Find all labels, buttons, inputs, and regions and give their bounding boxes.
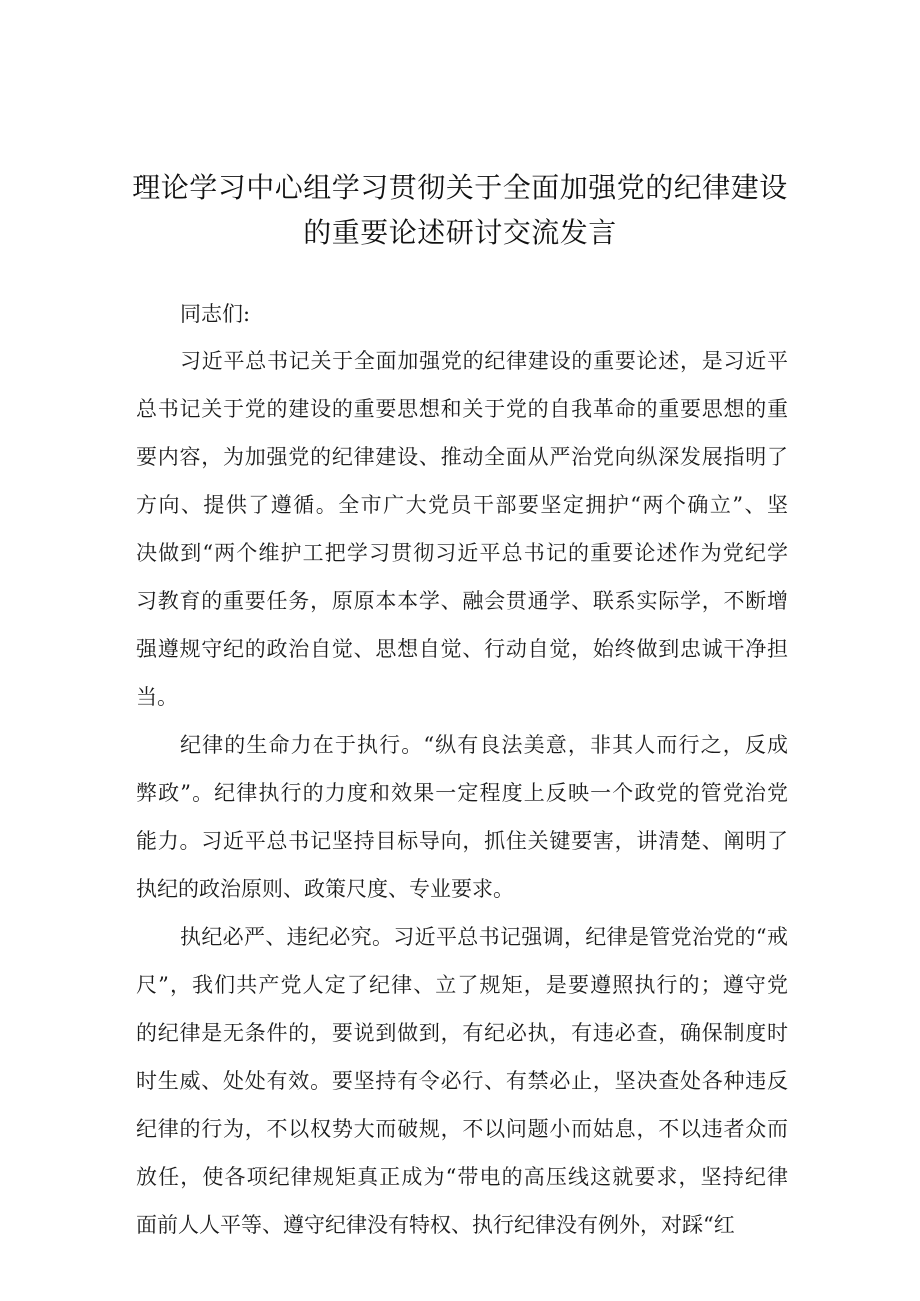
paragraph-2-line: 纪律的生命力在于执行。“纵有良法美意，非其人而行之，反成 bbox=[180, 733, 788, 757]
paragraph-3-line: 放任，使各项纪律规矩真正成为“带电的高压线这就要求，坚持纪律 bbox=[136, 1165, 788, 1189]
document-title-line-2: 的重要论述研讨交流发言 bbox=[303, 216, 617, 249]
paragraph-1-line: 强遵规守纪的政治自觉、思想自觉、行动自觉，始终做到忠诚干净担 bbox=[136, 637, 788, 661]
paragraph-2-line: 执纪的政治原则、政策尺度、专业要求。 bbox=[136, 877, 514, 901]
paragraph-3-line: 纪律的行为，不以权势大而破规，不以问题小而姑息，不以违者众而 bbox=[136, 1117, 788, 1141]
paragraph-1-line: 要内容，为加强党的纪律建设、推动全面从严治党向纵深发展指明了 bbox=[136, 445, 788, 469]
paragraph-1-line: 习近平总书记关于全面加强党的纪律建设的重要论述，是习近平 bbox=[180, 349, 788, 373]
paragraph-3-line: 执纪必严、违纪必究。习近平总书记强调，纪律是管党治党的“戒 bbox=[180, 925, 788, 949]
paragraph-3-line: 尺”，我们共产党人定了纪律、立了规矩，是要遵照执行的；遵守党 bbox=[136, 973, 788, 997]
paragraph-1-line: 习教育的重要任务，原原本本学、融会贯通学、联系实际学，不断增 bbox=[136, 589, 788, 613]
paragraph-3-line: 时生威、处处有效。要坚持有令必行、有禁必止，坚决查处各种违反 bbox=[136, 1069, 788, 1093]
paragraph-1-line: 总书记关于党的建设的重要思想和关于党的自我革命的重要思想的重 bbox=[136, 397, 788, 421]
paragraph-2-line: 弊政”。纪律执行的力度和效果一定程度上反映一个政党的管党治党 bbox=[136, 781, 788, 805]
document-title-line-1: 理论学习中心组学习贯彻关于全面加强党的纪律建设 bbox=[132, 171, 788, 204]
paragraph-2-line: 能力。习近平总书记坚持目标导向，抓住关键要害，讲清楚、阐明了 bbox=[136, 829, 788, 853]
paragraph-3-line: 的纪律是无条件的，要说到做到，有纪必执，有违必查，确保制度时 bbox=[136, 1021, 788, 1045]
paragraph-1-line: 决做到“两个维护工把学习贯彻习近平总书记的重要论述作为党纪学 bbox=[136, 541, 788, 565]
paragraph-3-line: 面前人人平等、遵守纪律没有特权、执行纪律没有例外，对踩“红 bbox=[136, 1213, 735, 1237]
paragraph-1-line: 当。 bbox=[136, 685, 178, 709]
salutation: 同志们: bbox=[180, 302, 251, 326]
paragraph-1-line: 方向、提供了遵循。全市广大党员干部要坚定拥护“两个确立”、坚 bbox=[136, 493, 788, 517]
